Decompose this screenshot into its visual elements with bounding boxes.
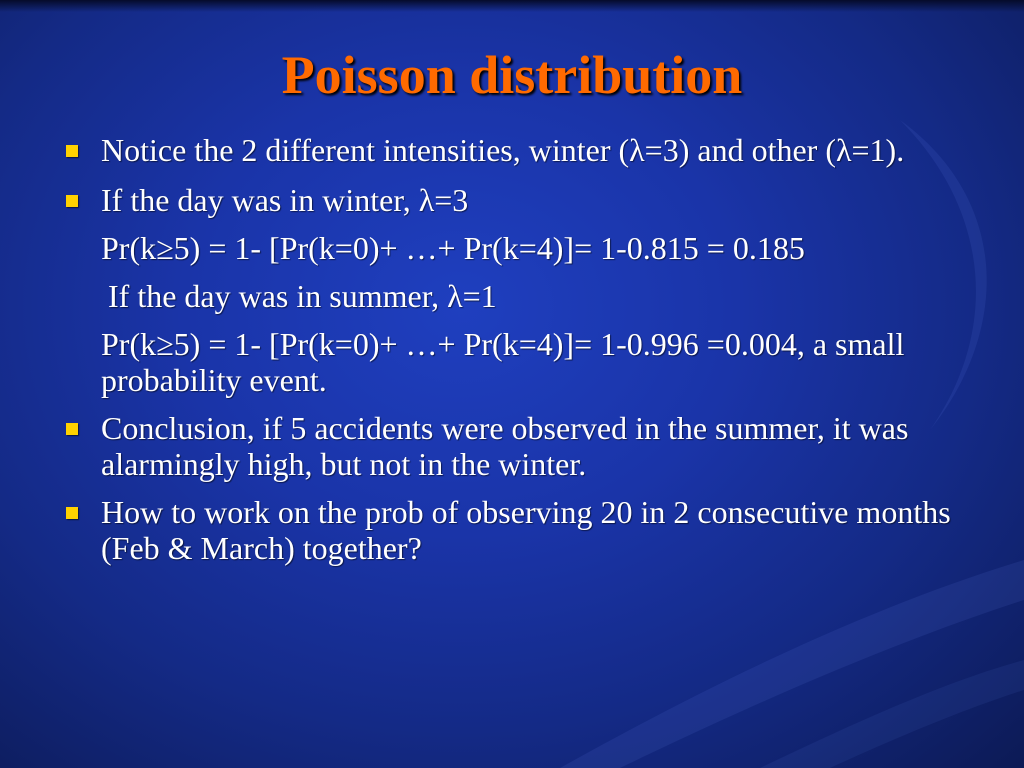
- bullet-icon: [66, 145, 78, 157]
- plain-line: [60, 278, 970, 314]
- bullet-text: Conclusion, if 5 accidents were observed in the summer, it was alarmingly high, but not in the winter.: [101, 410, 909, 482]
- plain-line: [60, 230, 970, 266]
- bullet-item: [60, 410, 970, 482]
- subheading-text: If the day was in summer, λ=1: [108, 278, 497, 314]
- slide-title: Poisson distribution: [281, 45, 743, 105]
- bullet-item: [60, 182, 970, 218]
- bullet-text: If the day was in winter, λ=3: [101, 182, 469, 218]
- bullet-icon: [66, 507, 78, 519]
- plain-line: [60, 326, 970, 398]
- bullet-icon: [66, 423, 78, 435]
- bullet-item: [60, 132, 970, 168]
- formula-text: Pr(k≥5) = 1- [Pr(k=0)+ …+ Pr(k=4)]= 1-0.815 = 0.185: [101, 230, 805, 266]
- bullet-text: Notice the 2 different intensities, winter (λ=3) and other (λ=1).: [101, 132, 905, 168]
- bullet-text: How to work on the prob of observing 20 in 2 consecutive months (Feb & March) together?: [101, 494, 951, 566]
- bullet-item: [60, 494, 970, 566]
- formula-text: Pr(k≥5) = 1- [Pr(k=0)+ …+ Pr(k=4)]= 1-0.996 =0.004, a small probability event.: [101, 326, 905, 398]
- top-shadow-bar: [0, 0, 1024, 12]
- slide-body: [60, 132, 970, 566]
- bullet-icon: [66, 195, 78, 207]
